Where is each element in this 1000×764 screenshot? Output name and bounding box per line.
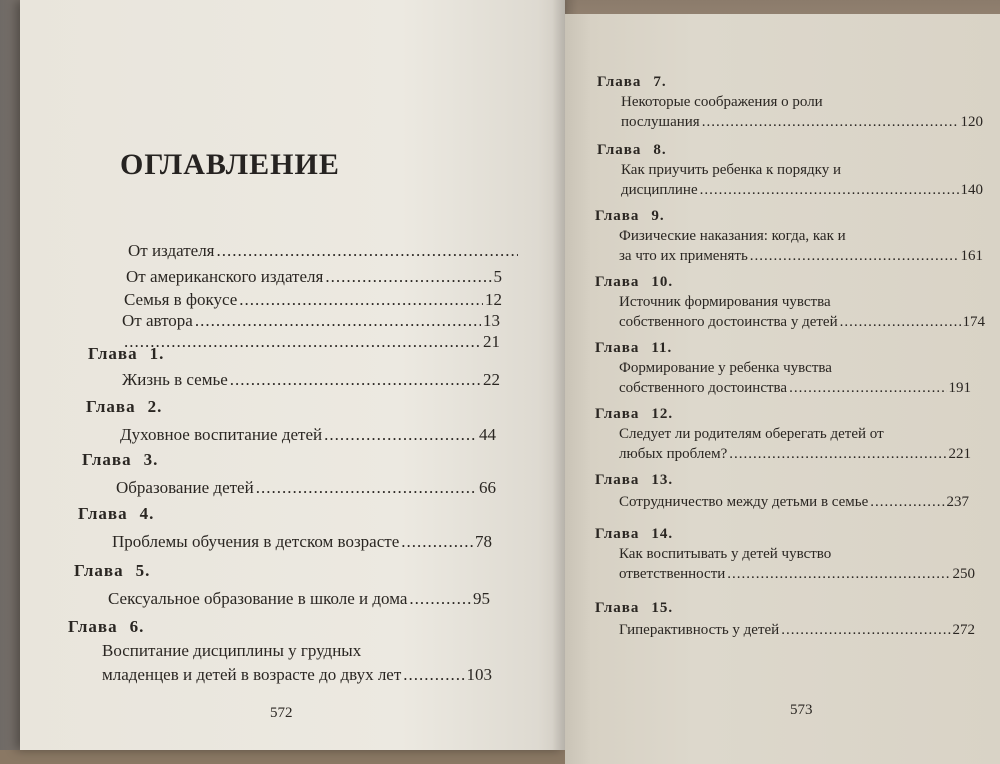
chapter-heading: Глава 1. [88,344,165,363]
chapter-page: 272 [952,622,975,638]
chapter-title: Формирование у ребенка чувства [619,360,832,376]
chapter-title: за что их применять [619,248,748,264]
entry-page: 5 [493,267,502,286]
chapter-title: Следует ли родителям оберегать детей от [619,426,884,442]
chapter-page: 22 [483,370,500,389]
chapter-page: 191 [948,380,971,396]
chapter-heading: Глава 4. [78,504,155,523]
chapter-page: 140 [960,182,983,198]
chapter-page: 250 [952,566,975,582]
chapter-page: 66 [479,478,496,497]
chapter-title: Гиперактивность у детей [619,622,780,638]
chapter-title: Некоторые соображения о роли [621,94,823,110]
chapter-page: 95 [473,589,490,608]
right-page [565,14,1000,764]
chapter-heading: Глава 6. [68,617,145,636]
chapter-heading: Глава 11. [595,340,673,356]
chapter-entry [595,524,975,584]
chapter-title: Сотрудничество между детьми в семье [619,494,869,510]
chapter-page: 237 [946,494,969,510]
front-entry [124,289,502,311]
chapter-entry [74,560,490,610]
chapter-entry [595,404,971,464]
chapter-title: Как воспитывать у детей чувство [619,546,832,562]
entry-page: 21 [483,332,500,351]
chapter-title: Сексуальное образование в школе и дома [108,589,408,608]
chapter-title: Воспитание дисциплины у грудных [102,641,362,660]
chapter-heading: Глава 3. [82,450,159,469]
chapter-title: Источник формирования чувства [619,294,831,310]
chapter-entry [595,272,985,332]
chapter-page: 44 [479,425,496,444]
chapter-heading: Глава 9. [595,208,665,224]
chapter-title: Физические наказания: когда, как и [619,228,846,244]
chapter-title: Как приучить ребенка к порядку и [621,162,841,178]
chapter-entry [595,206,983,266]
chapter-title: любых проблем? [619,446,728,462]
chapter-title: дисциплине [621,182,698,198]
left-page [20,0,565,750]
chapter-entry [595,598,975,640]
chapter-page: 103 [466,665,492,684]
page-number: 572 [270,705,293,721]
chapter-title: Жизнь в семье [122,370,228,389]
entry-page: 13 [483,311,500,330]
chapter-entry [78,503,492,553]
chapter-title: собственного достоинства у детей [619,314,838,330]
chapter-title: собственного достоинства [619,380,788,396]
chapter-heading: Глава 12. [595,406,674,422]
entry-label: От издателя [128,241,215,260]
entry-page: 12 [485,290,502,309]
chapter-entry [597,72,983,132]
chapter-heading: Глава 2. [86,397,163,416]
chapter-page: 78 [475,532,492,551]
chapter-heading: Глава 13. [595,472,674,488]
front-entry [126,266,502,288]
front-entry [122,310,500,332]
chapter-title: Духовное воспитание детей [120,425,323,444]
chapter-heading: Глава 5. [74,561,151,580]
chapter-heading: Глава 10. [595,274,674,290]
chapter-heading: Глава 15. [595,600,674,616]
chapter-title: младенцев и детей в возрасте до двух лет [102,665,402,684]
chapter-entry [86,396,496,446]
front-entry [128,240,520,262]
chapter-page: 120 [960,114,983,130]
toc-title: ОГЛАВЛЕНИЕ [120,148,340,181]
chapter-heading: Глава 7. [597,74,667,90]
chapter-entry [597,140,983,200]
page-number: 573 [790,702,813,718]
chapter-entry [595,338,971,398]
chapter-title: Проблемы обучения в детском возрасте [112,532,400,551]
chapter-title: ответственности [619,566,726,582]
chapter-page: 161 [960,248,983,264]
entry-label: Семья в фокусе [124,290,238,309]
entry-label: От автора [122,311,193,330]
chapter-entry [88,343,500,391]
chapter-title: Образование детей [116,478,254,497]
chapter-heading: Глава 8. [597,142,667,158]
chapter-entry [595,470,969,512]
chapter-page: 221 [948,446,971,462]
chapter-page: 174 [962,314,985,330]
chapter-heading: Глава 14. [595,526,674,542]
chapter-entry [68,616,492,686]
entry-label: От американского издателя [126,267,324,286]
chapter-title: послушания [621,114,700,130]
chapter-entry [82,449,496,499]
